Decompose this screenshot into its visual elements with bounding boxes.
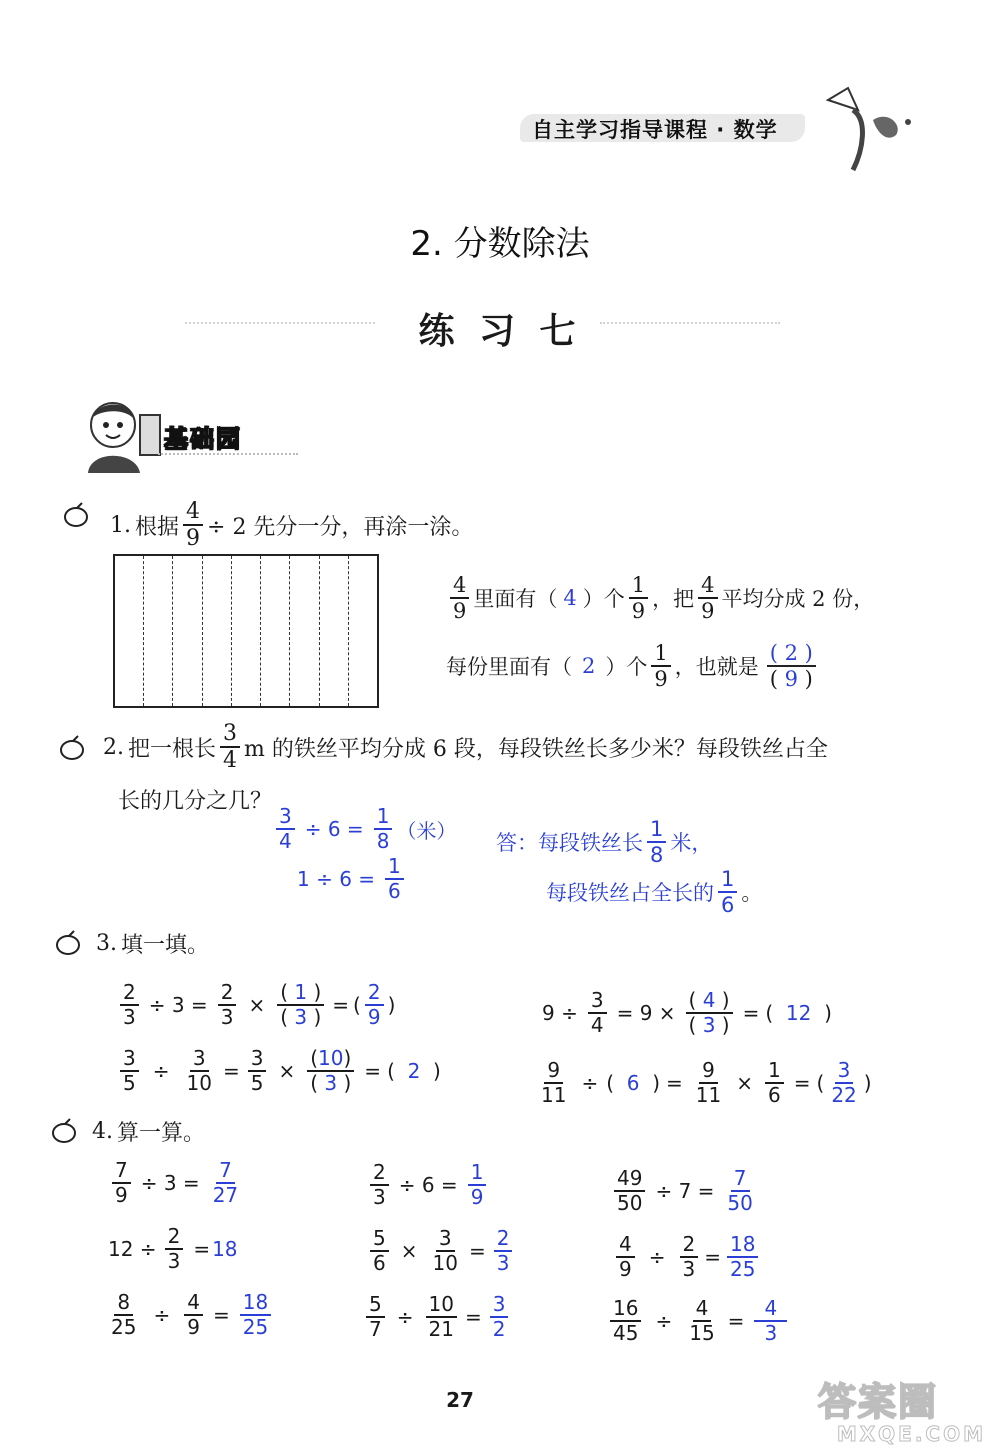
fraction-numerator: 1 xyxy=(374,806,393,830)
q1-answer-count: 4 xyxy=(563,586,577,611)
answer-value: 12 xyxy=(785,1001,812,1025)
paren-close: ) xyxy=(387,993,396,1017)
fraction-denominator: 21 xyxy=(428,1317,454,1341)
section-title: 2. 分数除法 xyxy=(410,224,590,264)
fraction-denominator: 3 xyxy=(167,1249,181,1273)
fraction-denominator: 9 xyxy=(654,667,668,692)
watermark-main: 答案圈 xyxy=(818,1380,939,1424)
q2-answer1-prefix: 答：每段铁丝长 xyxy=(496,831,643,856)
q1-prompt-fraction xyxy=(183,500,203,550)
fraction-denominator: 4 xyxy=(590,1013,604,1037)
q2-text-b: m 的铁丝平均分成 6 段，每段铁丝长多少米？每段铁丝占全 xyxy=(244,736,828,762)
fraction-denominator: 6 xyxy=(388,879,401,903)
operator: × xyxy=(736,1071,753,1095)
fraction xyxy=(112,1160,131,1206)
operator: ÷ xyxy=(396,1305,414,1329)
operator: = xyxy=(364,1059,382,1083)
header-banner xyxy=(520,112,810,144)
q2-answer-line2 xyxy=(546,868,762,916)
fraction-denominator: 50 xyxy=(727,1191,753,1215)
fraction xyxy=(366,1294,385,1340)
operator: = xyxy=(666,1071,683,1095)
paren-close: ) xyxy=(863,1071,872,1095)
fraction-numerator: 2 xyxy=(494,1228,513,1252)
fraction-denominator: 9 xyxy=(115,1183,128,1207)
fraction-denominator: 45 xyxy=(613,1321,639,1345)
q4-item-2 xyxy=(366,1162,490,1208)
fraction-denominator: 9 xyxy=(453,599,467,624)
fraction-numerator: 1 xyxy=(765,1060,784,1084)
fraction xyxy=(248,1048,267,1094)
fraction xyxy=(765,1060,784,1106)
badge-label: 基础园 xyxy=(164,425,242,453)
q2-prompt-cont: 长的几分之几？ xyxy=(118,789,273,814)
q1-line2-text3: ，也就是 xyxy=(674,655,759,680)
answer-fraction xyxy=(724,1168,755,1214)
q2-answer2-suffix: 。 xyxy=(741,881,763,906)
fraction-numerator: 3 xyxy=(490,1294,509,1318)
q2-answer-line1 xyxy=(496,818,712,866)
fraction-numerator: 3 xyxy=(436,1228,455,1252)
q1-line1-frac-c xyxy=(698,574,717,622)
operator: ÷ 6 = xyxy=(398,1173,458,1197)
fraction-numerator: 1 xyxy=(651,642,670,667)
fraction-numerator: 1 xyxy=(385,856,404,880)
badge-swoosh xyxy=(158,453,298,455)
fraction-denominator: 3 xyxy=(220,1005,234,1029)
fraction-denominator: 9 xyxy=(701,599,715,624)
apple-icon xyxy=(62,502,92,528)
fraction-denominator: 3 xyxy=(123,1005,136,1029)
fraction-numerator: 4 xyxy=(184,1292,203,1316)
watermark-sub: MXQE.COM xyxy=(836,1422,986,1446)
paren-open: ( xyxy=(816,1071,825,1095)
fraction-denominator: 9 xyxy=(186,526,201,552)
fraction-denominator: 22 xyxy=(831,1083,857,1107)
fraction-denominator: ( 9 ) xyxy=(769,667,813,692)
fraction-numerator: 1 xyxy=(647,818,666,843)
q4-number: 4. xyxy=(92,1119,113,1144)
exercise-title: 练 习 七 xyxy=(418,310,582,352)
apple-icon xyxy=(54,930,84,956)
operator: = xyxy=(727,1309,745,1333)
q2-answer2-prefix: 每段铁丝占全长的 xyxy=(546,881,714,906)
q2-length-fraction xyxy=(220,722,240,772)
answer-value: 1 xyxy=(294,980,308,1004)
fraction xyxy=(108,1292,139,1338)
q2-text-a: 把一根长 xyxy=(128,736,217,762)
fraction-numerator: 3 xyxy=(588,990,607,1014)
fraction-denominator: 8 xyxy=(650,843,664,868)
operator: × xyxy=(248,993,266,1017)
answer-fraction xyxy=(210,1160,241,1206)
fraction-numerator: 4 xyxy=(450,574,469,599)
fraction xyxy=(538,1060,569,1106)
fraction-denominator: 2 xyxy=(492,1317,506,1341)
operator: = xyxy=(464,1305,482,1329)
fraction-numerator: 7 xyxy=(216,1160,235,1184)
answer-fraction xyxy=(686,990,733,1036)
fraction-denominator: 50 xyxy=(617,1191,643,1215)
paren-open: ( xyxy=(353,993,361,1017)
fraction-denominator: ( 3 ) xyxy=(280,1005,322,1029)
header-series-title: 自主学习指导课程 · 数学 xyxy=(532,118,778,142)
q1-answer-fraction-den: 9 xyxy=(784,667,798,692)
fraction-numerator: 4 xyxy=(693,1298,712,1322)
q2-work2-result xyxy=(385,856,404,902)
q1-line1-frac-a xyxy=(450,574,469,622)
q2-work-result xyxy=(374,806,393,852)
fraction-numerator: 5 xyxy=(370,1228,389,1252)
fraction xyxy=(614,1168,645,1214)
fraction-denominator: 5 xyxy=(250,1071,264,1095)
apple-icon xyxy=(50,1118,80,1144)
q4-item-7 xyxy=(104,1292,275,1338)
q3-expression-3 xyxy=(116,1048,441,1094)
answer-fraction xyxy=(365,982,384,1028)
operator: ÷ 3 = xyxy=(140,1171,200,1195)
fraction-denominator: 27 xyxy=(212,1183,239,1207)
q1-prompt xyxy=(110,500,473,550)
q1-answer-fraction xyxy=(767,642,816,690)
answer-fraction xyxy=(754,1298,787,1344)
q2-work-unit: （米） xyxy=(396,818,457,843)
fraction-denominator: ( 3 ) xyxy=(688,1013,730,1037)
q4-item-3 xyxy=(610,1168,760,1214)
fraction-numerator: 1 xyxy=(718,868,737,893)
q3-heading xyxy=(96,928,209,959)
fraction-denominator: 25 xyxy=(730,1257,756,1281)
fraction-numerator: ( 1 ) xyxy=(277,982,324,1006)
apple-icon xyxy=(58,735,88,761)
fraction xyxy=(370,1228,389,1274)
fraction-numerator: 4 xyxy=(754,1298,787,1322)
q1-line1-text1: 里面有（ xyxy=(473,587,558,612)
operator: = xyxy=(212,1303,230,1327)
answer-box: ( 12 ) xyxy=(765,1001,832,1025)
answer-fraction xyxy=(828,1060,859,1106)
fraction-denominator: 3 xyxy=(373,1185,386,1209)
operator: = xyxy=(193,1237,211,1261)
fraction-numerator: 3 xyxy=(220,722,240,748)
fraction-denominator: 7 xyxy=(369,1317,382,1341)
answer-box: ( 6 ) xyxy=(606,1071,661,1095)
fraction-denominator: 9 xyxy=(470,1185,484,1209)
q2-work-op: ÷ 6 = xyxy=(304,817,364,841)
fraction-denominator: ( 3 ) xyxy=(310,1071,352,1095)
fraction-denominator: 8 xyxy=(376,829,390,853)
fraction-numerator: 1 xyxy=(629,574,648,599)
fraction-denominator: 6 xyxy=(373,1251,386,1275)
q2-work-line2 xyxy=(297,856,408,902)
fraction-numerator: 7 xyxy=(112,1160,131,1184)
fraction-denominator: 5 xyxy=(123,1071,136,1095)
q4-heading xyxy=(92,1116,205,1147)
q2-prompt xyxy=(103,722,828,772)
q3-number: 3. xyxy=(96,931,117,956)
fraction-denominator: 11 xyxy=(695,1083,722,1107)
fraction-denominator: 6 xyxy=(721,893,735,918)
operator: ÷ xyxy=(655,1309,673,1333)
q2-work-line1 xyxy=(272,806,456,852)
fraction-denominator: 11 xyxy=(541,1083,567,1107)
q4-item-8 xyxy=(362,1294,512,1340)
fraction-numerator: 18 xyxy=(727,1234,758,1258)
q4-item-4 xyxy=(108,1226,238,1272)
fraction-denominator: 3 xyxy=(496,1251,510,1275)
fraction-numerator: (10) xyxy=(307,1048,354,1072)
fraction-numerator: 2 xyxy=(120,982,139,1006)
fraction-numerator: 9 xyxy=(544,1060,563,1084)
fraction-numerator: 5 xyxy=(366,1294,385,1318)
q4-item-6 xyxy=(612,1234,762,1280)
q3-expression-4 xyxy=(534,1060,872,1106)
fraction xyxy=(120,1048,139,1094)
fraction xyxy=(218,982,237,1028)
fraction-numerator: 2 xyxy=(365,982,384,1006)
operand: 12 ÷ xyxy=(108,1237,157,1261)
operand: 9 ÷ xyxy=(542,1001,578,1025)
fraction-numerator: 3 xyxy=(276,806,295,830)
q2-work-frac-a xyxy=(276,806,295,852)
q1-answer-fraction-num: 2 xyxy=(784,641,798,665)
fraction xyxy=(184,1048,215,1094)
q2-answer2-fraction xyxy=(718,868,737,916)
q4-item-5 xyxy=(366,1228,516,1274)
basics-badge xyxy=(68,395,318,475)
fraction-numerator: 10 xyxy=(426,1294,457,1318)
answer-value: 18 xyxy=(212,1237,238,1261)
q1-line2-text2: ）个 xyxy=(605,655,648,680)
fraction-numerator: 2 xyxy=(218,982,237,1006)
fraction-numerator: 16 xyxy=(610,1298,641,1322)
page-number: 27 xyxy=(446,1388,474,1412)
q1-line1 xyxy=(446,574,874,622)
fraction-numerator: 8 xyxy=(114,1292,133,1316)
fraction-denominator: 4 xyxy=(279,829,292,853)
fraction-numerator: 3 xyxy=(120,1048,139,1072)
fraction-numerator: 4 xyxy=(616,1234,635,1258)
operator: = xyxy=(222,1059,240,1083)
q1-line1-frac-b xyxy=(629,574,648,622)
fraction xyxy=(693,1060,724,1106)
fraction-denominator: 9 xyxy=(187,1315,200,1339)
operator: = xyxy=(468,1239,486,1263)
q3-title: 填一填。 xyxy=(121,933,210,958)
fraction xyxy=(370,1162,389,1208)
fraction-numerator: 3 xyxy=(835,1060,854,1084)
q1-line2 xyxy=(446,642,820,690)
operator: ÷ xyxy=(648,1245,666,1269)
watermark-logo xyxy=(818,1382,996,1452)
operator: = xyxy=(332,993,350,1017)
answer-value: 2 xyxy=(407,1059,421,1083)
fraction xyxy=(680,1234,699,1280)
fraction-numerator: 4 xyxy=(698,574,717,599)
operator: × xyxy=(278,1059,296,1083)
q4-item-1 xyxy=(108,1160,245,1206)
q2-answer1-fraction xyxy=(647,818,666,866)
answer-fraction xyxy=(490,1294,509,1340)
fraction-denominator: 9 xyxy=(619,1257,632,1281)
fraction-numerator: 1 xyxy=(468,1162,487,1186)
q1-line1-text4: 平均分成 2 份， xyxy=(721,587,875,612)
answer-fraction xyxy=(468,1162,487,1208)
answer-value: 10 xyxy=(318,1046,344,1070)
fraction-denominator: 15 xyxy=(689,1321,715,1345)
fraction-numerator: 2 xyxy=(370,1162,389,1186)
answer-value: 3 xyxy=(294,1005,308,1029)
operator: ÷ xyxy=(581,1071,599,1095)
operator: = 9 × xyxy=(616,1001,676,1025)
fraction-denominator: 10 xyxy=(432,1251,458,1275)
fraction-denominator: 3 xyxy=(764,1321,778,1345)
q1-rectangle-figure xyxy=(113,554,379,708)
fraction xyxy=(430,1228,461,1274)
q2-answer1-suffix: 米， xyxy=(670,831,713,856)
fraction-denominator: 3 xyxy=(682,1257,696,1281)
operator: ÷ 7 = xyxy=(655,1179,715,1203)
answer-fraction xyxy=(277,982,324,1028)
answer-fraction xyxy=(307,1048,354,1094)
answer-box: ( 2 ) xyxy=(387,1059,441,1083)
q1-prompt-b: ÷ 2 先分一分，再涂一涂。 xyxy=(207,514,474,540)
answer-fraction xyxy=(494,1228,513,1274)
fraction-numerator: ( 2 ) xyxy=(767,642,816,667)
fraction xyxy=(686,1298,717,1344)
operator: ÷ 3 = xyxy=(148,993,208,1017)
q1-line1-text2: ）个 xyxy=(582,587,625,612)
operator: ÷ xyxy=(153,1303,171,1327)
fraction xyxy=(610,1298,641,1344)
fraction-numerator: 49 xyxy=(614,1168,645,1192)
fraction-numerator: ( 4 ) xyxy=(686,990,733,1014)
q1-line2-text1: 每份里面有（ xyxy=(446,655,572,680)
fraction-numerator: 9 xyxy=(699,1060,718,1084)
fraction-denominator: 9 xyxy=(367,1005,381,1029)
operator: × xyxy=(400,1239,418,1263)
title-divider-right xyxy=(600,322,780,324)
q1-line2-frac xyxy=(651,642,670,690)
q2-work2-lhs: 1 ÷ 6 = xyxy=(297,867,376,891)
answer-value: 3 xyxy=(324,1071,338,1095)
q1-number: 1. xyxy=(110,512,131,538)
operator: = xyxy=(704,1245,721,1269)
fraction xyxy=(184,1292,203,1338)
q3-expression-2 xyxy=(542,990,832,1036)
fraction-numerator: 3 xyxy=(248,1048,267,1072)
q4-title: 算一算。 xyxy=(117,1121,206,1146)
answer-fraction xyxy=(240,1292,271,1338)
operator: = xyxy=(742,1001,760,1025)
answer-value: 4 xyxy=(702,988,716,1012)
fraction xyxy=(165,1226,184,1272)
q3-expression-1 xyxy=(116,982,395,1028)
q1-line1-text3: ，把 xyxy=(652,587,695,612)
operator: = xyxy=(793,1071,811,1095)
student-cartoon-icon xyxy=(68,395,168,475)
fraction xyxy=(588,990,607,1036)
q4-item-9 xyxy=(606,1298,791,1344)
fraction-numerator: 3 xyxy=(190,1048,209,1072)
answer-fraction xyxy=(727,1234,758,1280)
q2-number: 2. xyxy=(103,734,124,760)
fraction-denominator: 6 xyxy=(768,1083,781,1107)
fraction-denominator: 25 xyxy=(111,1315,137,1339)
fraction-numerator: 18 xyxy=(240,1292,271,1316)
fraction-denominator: 9 xyxy=(631,599,646,624)
fraction-numerator: 2 xyxy=(680,1234,699,1258)
fraction-numerator: 7 xyxy=(731,1168,750,1192)
fraction-numerator: 2 xyxy=(165,1226,184,1250)
fraction-numerator: 4 xyxy=(183,500,203,526)
fraction xyxy=(616,1234,635,1280)
q1-divider-lines xyxy=(115,556,377,706)
fraction-denominator: 25 xyxy=(242,1315,269,1339)
corner-decoration-icon xyxy=(818,80,918,180)
operator: ÷ xyxy=(152,1059,170,1083)
fraction-denominator: 10 xyxy=(186,1071,212,1095)
answer-value: 3 xyxy=(702,1013,716,1037)
fraction xyxy=(120,982,139,1028)
q1-prompt-a: 根据 xyxy=(135,514,180,540)
fraction xyxy=(426,1294,457,1340)
title-divider-left xyxy=(185,322,375,324)
fraction-denominator: 4 xyxy=(223,748,238,774)
answer-value: 6 xyxy=(626,1071,640,1095)
q1-answer-parts: 2 xyxy=(582,654,596,679)
